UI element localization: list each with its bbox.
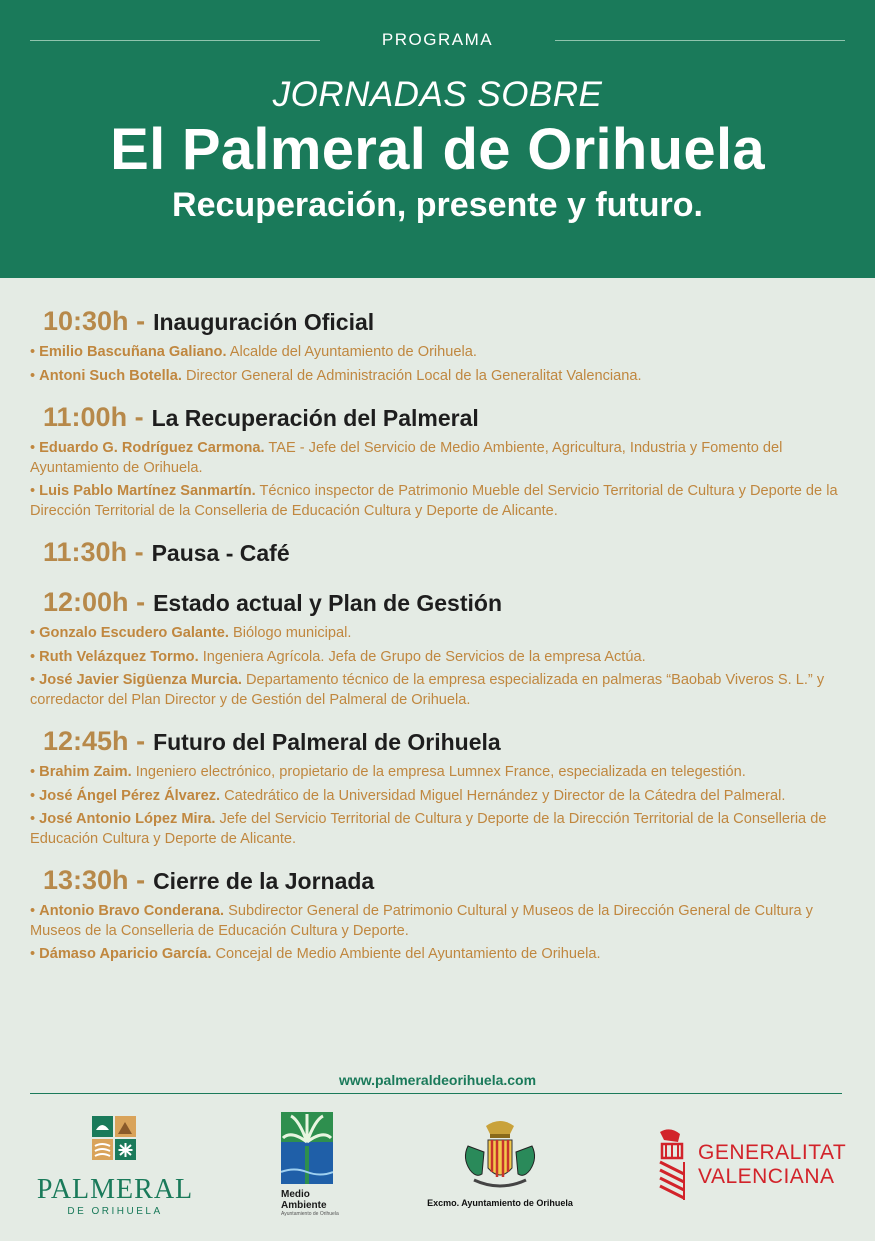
session-time: 12:45h <box>43 726 129 756</box>
session-time-separator: - <box>128 865 146 895</box>
speaker-role: Biólogo municipal. <box>233 625 352 641</box>
website-link[interactable]: www.palmeraldeorihuela.com <box>338 1072 537 1088</box>
session-header <box>30 537 850 571</box>
speaker-name: Brahim Zaim. <box>39 764 132 780</box>
palm-tree-icon <box>281 1112 333 1184</box>
speaker-item <box>30 945 850 965</box>
session-header <box>30 587 850 621</box>
session-title: Inauguración Oficial <box>153 309 375 335</box>
bullet-icon: • <box>30 946 40 962</box>
session-title: Futuro del Palmeral de Orihuela <box>153 729 501 755</box>
speaker-name: José Antonio López Mira. <box>39 811 216 827</box>
session-title: La Recuperación del Palmeral <box>151 405 479 431</box>
session-time: 12:00h <box>43 587 129 617</box>
speaker-item <box>30 624 850 644</box>
generalitat-line2: VALENCIANA <box>698 1165 835 1188</box>
bullet-icon: • <box>30 483 40 499</box>
coat-of-arms-icon <box>410 1118 590 1194</box>
speaker-role: Director General de Administración Local de la Generalitat Valenciana. <box>185 367 642 384</box>
speaker-item <box>30 810 850 849</box>
bullet-icon: • <box>30 648 40 665</box>
speaker-item <box>30 482 850 521</box>
bullet-icon: • <box>30 764 40 780</box>
program-session <box>30 537 850 571</box>
bullet-icon: • <box>30 903 40 919</box>
programa-row <box>30 28 845 52</box>
speaker-name: Ruth Velázquez Tormo. <box>39 648 199 665</box>
session-header <box>30 726 850 760</box>
generalitat-emblem-icon <box>656 1128 690 1202</box>
speaker-name: Dámaso Aparicio García. <box>39 946 212 962</box>
speaker-item <box>30 343 850 363</box>
programa-right-rule <box>555 40 845 41</box>
medio-ambiente-line2: Ambiente <box>281 1200 327 1211</box>
speaker-role: Subdirector General de Patrimonio Cultural y Museos de la Dirección General de Cultura y Museos de la Conselleria de Educación Cultura y Deporte. <box>30 903 813 939</box>
speaker-role: Técnico inspector de Patrimonio Mueble del Servicio Territorial de Cultura y Deporte de la Dirección Territorial de la Conselleria de Educación Cultura y Deporte de Alicante. <box>30 483 838 519</box>
speaker-role: Ingeniera Agrícola. Jefa de Grupo de Servicios de la empresa Actúa. <box>202 648 646 665</box>
session-time-separator: - <box>128 726 146 756</box>
medio-ambiente-logo <box>281 1112 339 1217</box>
speaker-name: José Javier Sigüenza Murcia. <box>39 672 242 688</box>
bullet-icon: • <box>30 672 40 688</box>
speaker-name: Antonio Bravo Conderana. <box>39 903 225 919</box>
speaker-name: José Ángel Pérez Álvarez. <box>39 787 221 804</box>
programa-label: PROGRAMA <box>381 30 494 49</box>
ayuntamiento-caption: Excmo. Ayuntamiento de Orihuela <box>427 1198 573 1208</box>
page-title: El Palmeral de Orihuela <box>110 117 765 182</box>
speaker-name: Emilio Bascuñana Galiano. <box>39 344 227 360</box>
bullet-icon: • <box>30 344 40 360</box>
speaker-item <box>30 648 850 668</box>
speaker-item <box>30 367 850 387</box>
header-banner <box>0 0 875 278</box>
generalitat-text <box>698 1141 846 1189</box>
header-tagline: Recuperación, presente y futuro. <box>172 186 703 224</box>
speaker-role: TAE - Jefe del Servicio de Medio Ambiente, Agricultura, Industria y Fomento del Ayuntamiento de Orihuela. <box>30 440 783 476</box>
palmeral-logo <box>30 1110 200 1215</box>
session-time: 10:30h <box>43 306 129 336</box>
generalitat-line1: GENERALITAT <box>698 1141 847 1164</box>
session-header <box>30 402 850 436</box>
program-session <box>30 587 850 710</box>
session-time-separator: - <box>128 306 146 336</box>
session-time-separator: - <box>128 587 146 617</box>
speaker-name: Gonzalo Escudero Galante. <box>39 625 229 641</box>
speaker-item <box>30 902 850 941</box>
session-header <box>30 306 850 340</box>
bullet-icon: • <box>30 625 40 641</box>
program-session <box>30 865 850 965</box>
session-time-separator: - <box>127 537 144 567</box>
speaker-item <box>30 439 850 478</box>
palmeral-emblem-icon <box>30 1110 200 1172</box>
session-title: Pausa - Café <box>151 540 290 566</box>
medio-ambiente-line3: Ayuntamiento de Orihuela <box>281 1211 339 1217</box>
program-session <box>30 402 850 521</box>
bullet-icon: • <box>30 811 40 827</box>
session-title: Cierre de la Jornada <box>153 868 375 894</box>
session-time: 13:30h <box>43 865 129 895</box>
speaker-role: Alcalde del Ayuntamiento de Orihuela. <box>229 344 477 360</box>
speaker-item <box>30 763 850 783</box>
speaker-role: Ingeniero electrónico, propietario de la empresa Lumnex France, especializada en telegestión. <box>135 764 746 780</box>
speaker-role: Catedrático de la Universidad Miguel Hernández y Director de la Cátedra del Palmeral. <box>224 787 786 804</box>
programa-left-rule <box>30 40 320 41</box>
bullet-icon: • <box>30 440 40 456</box>
program-sessions <box>30 306 850 981</box>
header-subtitle: JORNADAS SOBRE <box>272 75 603 114</box>
bullet-icon: • <box>30 787 40 804</box>
footer-rule <box>30 1093 842 1094</box>
program-session <box>30 726 850 849</box>
ayuntamiento-logo <box>410 1118 590 1210</box>
session-time: 11:00h <box>43 402 128 432</box>
palmeral-logo-main: PALMERAL <box>36 1174 194 1205</box>
speaker-name: Antoni Such Botella. <box>39 367 182 384</box>
speaker-role: Departamento técnico de la empresa especializada en palmeras “Baobab Viveros S. L.” y corredactor del Plan Director y de Gestión del Palmeral de Orihuela. <box>30 672 825 708</box>
speaker-name: Luis Pablo Martínez Sanmartín. <box>39 483 256 499</box>
palmeral-logo-sub: DE ORIHUELA <box>67 1206 163 1217</box>
speaker-role: Jefe del Servicio Territorial de Cultura y Deporte de la Dirección Territorial de la Conselleria de Educación Cultura y Deporte de Alicante. <box>30 811 827 847</box>
medio-ambiente-line1: Medio <box>281 1189 310 1200</box>
session-header <box>30 865 850 899</box>
bullet-icon: • <box>30 367 40 384</box>
program-session <box>30 306 850 386</box>
speaker-item <box>30 787 850 807</box>
speaker-name: Eduardo G. Rodríguez Carmona. <box>39 440 265 456</box>
generalitat-logo <box>656 1126 846 1204</box>
session-time-separator: - <box>127 402 144 432</box>
session-time: 11:30h <box>43 537 128 567</box>
speaker-role: Concejal de Medio Ambiente del Ayuntamiento de Orihuela. <box>215 946 601 962</box>
session-title: Estado actual y Plan de Gestión <box>153 590 502 616</box>
speaker-item <box>30 671 850 710</box>
